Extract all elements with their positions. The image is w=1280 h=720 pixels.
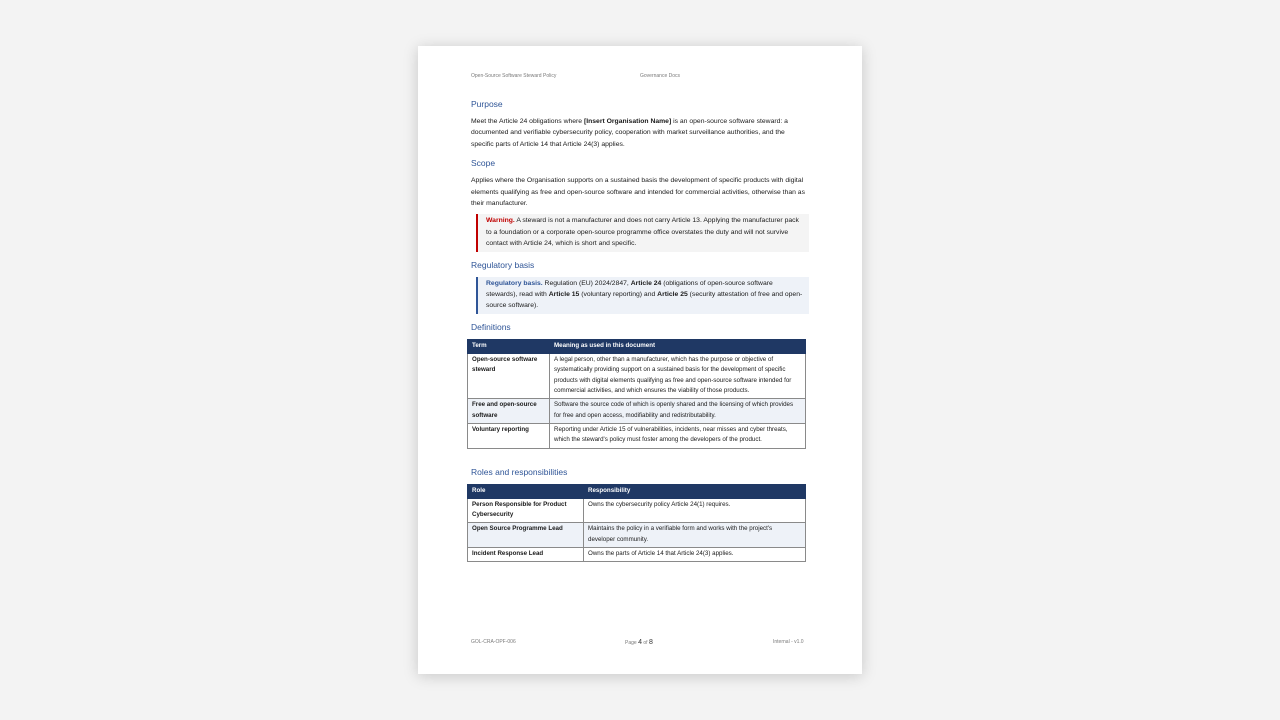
definition-term: Voluntary reporting xyxy=(468,423,550,448)
purpose-text-1: Meet the Article 24 obligations where xyxy=(471,118,584,125)
definition-meaning: Software the source code of which is openly shared and the licensing of which provides for free and open access, modifiability and redistributability. xyxy=(550,399,806,424)
column-header: Responsibility xyxy=(584,484,806,498)
warning-callout xyxy=(476,214,809,251)
table-row xyxy=(468,523,806,548)
role-responsibility: Maintains the policy in a verifiable form and works with the project's developer community. xyxy=(584,523,806,548)
table-header-row xyxy=(468,339,806,353)
column-header: Meaning as used in this document xyxy=(550,339,806,353)
warning-text: A steward is not a manufacturer and does not carry Article 13. Applying the manufacturer pack to a foundation or a corporate open-source programme office overstates the duty and will not survive contact with Article 24, which is short and specific. xyxy=(486,217,799,248)
regulatory-label: Regulatory basis. xyxy=(486,279,543,287)
scope-heading: Scope xyxy=(471,158,496,169)
section-purpose xyxy=(471,99,809,150)
org-placeholder: [Insert Organisation Name] xyxy=(583,118,672,125)
role-responsibility: Owns the parts of Article 14 that Article 24(3) applies. xyxy=(584,548,806,562)
role-name: Open Source Programme Lead xyxy=(468,523,584,548)
page-prefix: Page xyxy=(625,640,639,646)
page-total: 8 xyxy=(648,639,653,646)
page-current: 4 xyxy=(638,639,642,646)
definition-meaning: Reporting under Article 15 of vulnerabilities, incidents, near misses and cyber threats, which the steward's policy must foster among the developers of the product. xyxy=(550,423,806,448)
column-header: Role xyxy=(468,484,584,498)
regulatory-text-3: (voluntary reporting) and xyxy=(579,291,658,299)
regulatory-heading: Regulatory basis xyxy=(471,259,535,270)
roles-heading: Roles and responsibilities xyxy=(471,466,568,477)
warning-label: Warning. xyxy=(486,217,515,225)
column-header: Term xyxy=(468,339,550,353)
section-definitions xyxy=(471,322,809,449)
section-roles xyxy=(471,467,809,563)
article-25-ref: Article 25 xyxy=(657,291,688,299)
definition-term: Free and open-source software xyxy=(468,399,550,424)
purpose-text xyxy=(471,116,809,150)
table-row xyxy=(468,548,806,562)
article-24-ref: Article 24 xyxy=(630,279,662,287)
section-regulatory-basis xyxy=(471,260,809,314)
regulatory-text-4: (security attestation of free and open-source software). xyxy=(486,291,803,310)
definition-meaning: A legal person, other than a manufacturer, which has the purpose or objective of systematically providing support on a sustained basis for the development of specific products with digital elements qualifying as free and open-source software intended for commercial activities, and which ensures the viability of those products. xyxy=(550,354,806,399)
table-row xyxy=(468,399,806,424)
role-name: Person Responsible for Product Cybersecurity xyxy=(468,498,584,523)
roles-table xyxy=(467,484,806,563)
regulatory-callout xyxy=(476,277,809,314)
definition-term: Open-source software steward xyxy=(468,354,550,399)
footer-doc-id: GOL-CRA-OPF-006 xyxy=(471,639,516,645)
definitions-heading: Definitions xyxy=(471,321,511,332)
regulatory-text-1: Regulation (EU) 2024/2847, xyxy=(542,279,631,287)
section-scope xyxy=(471,158,809,251)
article-15-ref: Article 15 xyxy=(548,291,580,299)
footer-page-number xyxy=(625,639,653,646)
purpose-text-2: is an open-source software steward: a documented and verifiable cybersecurity policy, cooperation with market surveillance authorities, and the specific parts of Article 14 that Article 24(3) applies. xyxy=(471,118,788,148)
regulatory-text-2: (obligations of open-source software stewards), read with xyxy=(486,279,773,299)
role-name: Incident Response Lead xyxy=(468,548,584,562)
table-row xyxy=(468,354,806,399)
definitions-table xyxy=(467,339,806,449)
role-responsibility: Owns the cybersecurity policy Article 24(1) requires. xyxy=(584,498,806,523)
purpose-heading: Purpose xyxy=(471,99,503,109)
scope-text: Applies where the Organisation supports on a sustained basis the development of specific products with digital elements qualifying as free and open-source software and intended for commercial activities, otherwise than as their manufacturer. xyxy=(471,177,805,208)
header-section: Governance Docs xyxy=(640,73,681,79)
page-of: of xyxy=(641,640,649,646)
header-doc-title: Open-Source Software Steward Policy xyxy=(471,73,557,79)
document-page xyxy=(418,46,862,674)
table-row xyxy=(468,423,806,448)
footer-classification: Internal - v1.0 xyxy=(773,639,804,645)
page-content xyxy=(471,99,809,570)
table-row xyxy=(468,498,806,523)
table-header-row xyxy=(468,484,806,498)
